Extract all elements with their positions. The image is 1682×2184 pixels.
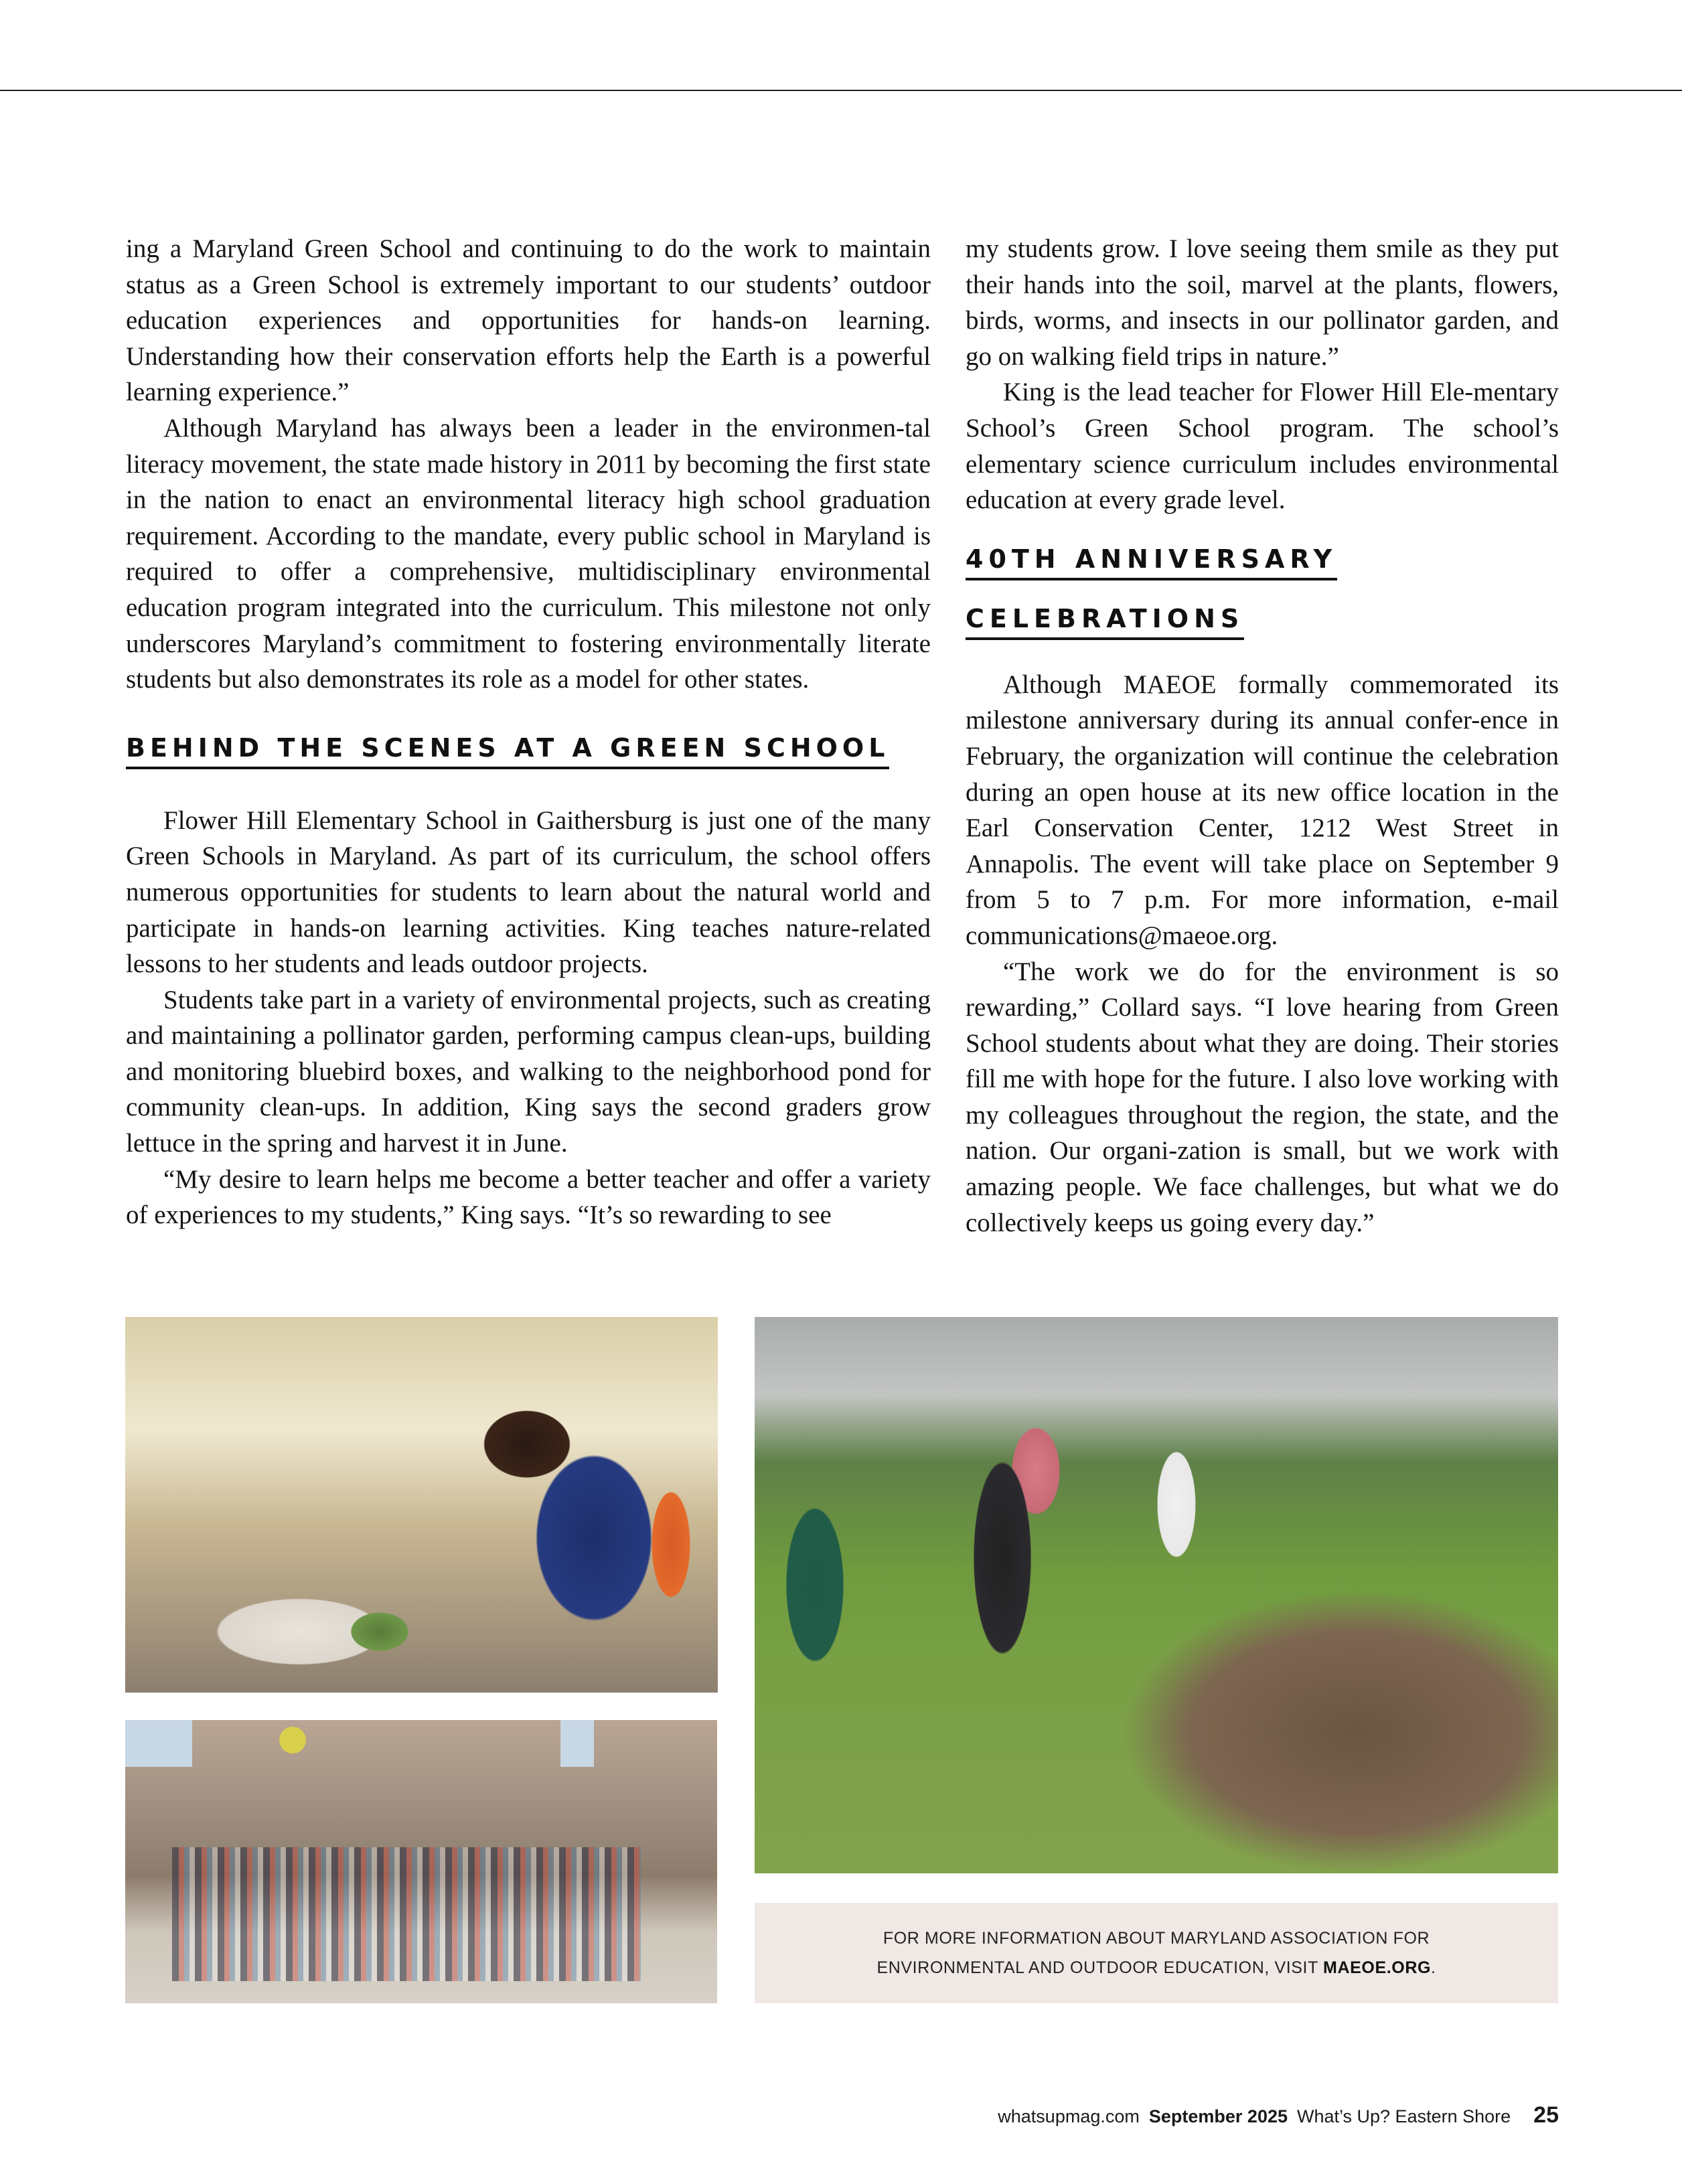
- photo-greenhouse-planting: [125, 1317, 718, 1693]
- paragraph: King is the lead teacher for Flower Hill Ele-mentary School’s Green School program. The school’s elementary science curriculum includes environmental education at every grade level.: [966, 378, 1559, 515]
- section-heading-behind-the-scenes: [126, 724, 931, 784]
- paragraph: ing a Maryland Green School and continuing to do the work to maintain status as a Green School is extremely important to our students’ outdoor education experiences and opportunities for hands-on learning. Understanding how their conservation efforts help the Earth is a powerful learning experience.”: [126, 234, 931, 407]
- footer-publication: What’s Up? Eastern Shore: [1297, 2106, 1511, 2126]
- heading-text: BEHIND THE SCENES AT A GREEN SCHOOL: [126, 733, 889, 769]
- page-number: 25: [1533, 2102, 1559, 2128]
- page-footer: [998, 2102, 1559, 2129]
- caption-line-1: FOR MORE INFORMATION ABOUT MARYLAND ASSOCIATION FOR: [883, 1929, 1430, 1948]
- photo-school-group: [125, 1720, 717, 2003]
- info-caption-box: [755, 1903, 1558, 2003]
- section-heading-40th-anniversary: [966, 536, 1559, 655]
- caption-line-2: [876, 1953, 1436, 1982]
- left-column: [126, 231, 931, 1233]
- paragraph: Flower Hill Elementary School in Gaithersburg is just one of the many Green Schools in Maryland. As part of its curriculum, the school offers numerous opportunities for students to learn about the natural world and participate in hands-on learning activities. King teaches nature-related lessons to her students and leads outdoor projects.: [126, 805, 931, 979]
- footer-website[interactable]: whatsupmag.com: [998, 2106, 1140, 2126]
- right-column: [966, 231, 1559, 1241]
- heading-line-2: CELEBRATIONS: [966, 604, 1244, 640]
- maeoe-link[interactable]: MAEOE.ORG: [1323, 1958, 1432, 1977]
- paragraph: Although Maryland has always been a leader in the environmen-tal literacy movement, the state made history in 2011 by becoming the first state in the nation to enact an environmental literacy high school graduation requirement. According to the mandate, every public school in Maryland is required to offer a comprehensive, multidisciplinary environmental education program integrated into the curriculum. This milestone not only underscores Maryland’s commitment to fostering environmentally literate students but also demonstrates its role as a model for other states.: [126, 413, 931, 694]
- paragraph: Students take part in a variety of environmental projects, such as creating and maintaining a pollinator garden, performing campus clean-ups, building and monitoring bluebird boxes, and walking to the neighborhood pond for community clean-ups. In addition, King says the second graders grow lettuce in the spring and harvest it in June.: [126, 985, 931, 1158]
- paragraph: “The work we do for the environment is so rewarding,” Collard says. “I love hearing from Green School students about what they are doing. Their stories fill me with hope for the future. I also love working with my colleagues throughout the region, the state, and the nation. Our organi-zation is small, but we work with amazing people. We face challenges, but what we do collectively keeps us going every day.”: [966, 957, 1559, 1237]
- top-horizontal-rule: [0, 90, 1682, 91]
- caption-punctuation: .: [1431, 1958, 1436, 1977]
- heading-line-1: 40TH ANNIVERSARY: [966, 544, 1337, 580]
- photo-garden-planting: [755, 1317, 1558, 1873]
- paragraph: Although MAEOE formally commemorated its milestone anniversary during its annual confer-ence in February, the organization will continue the celebration during an open house at its new office location in the Earl Conservation Center, 1212 West Street in Annapolis. The event will take place on September 9 from 5 to 7 p.m. For more information, e-mail communications@maeoe.org.: [966, 670, 1559, 950]
- caption-text: ENVIRONMENTAL AND OUTDOOR EDUCATION, VISIT: [876, 1958, 1324, 1977]
- footer-issue-date: September 2025: [1148, 2106, 1288, 2126]
- paragraph: my students grow. I love seeing them smile as they put their hands into the soil, marvel at the plants, flowers, birds, worms, and insects in our pollinator garden, and go on walking field trips in nature.”: [966, 234, 1559, 371]
- paragraph: “My desire to learn helps me become a better teacher and offer a variety of experiences to my students,” King says. “It’s so rewarding to see: [126, 1164, 931, 1230]
